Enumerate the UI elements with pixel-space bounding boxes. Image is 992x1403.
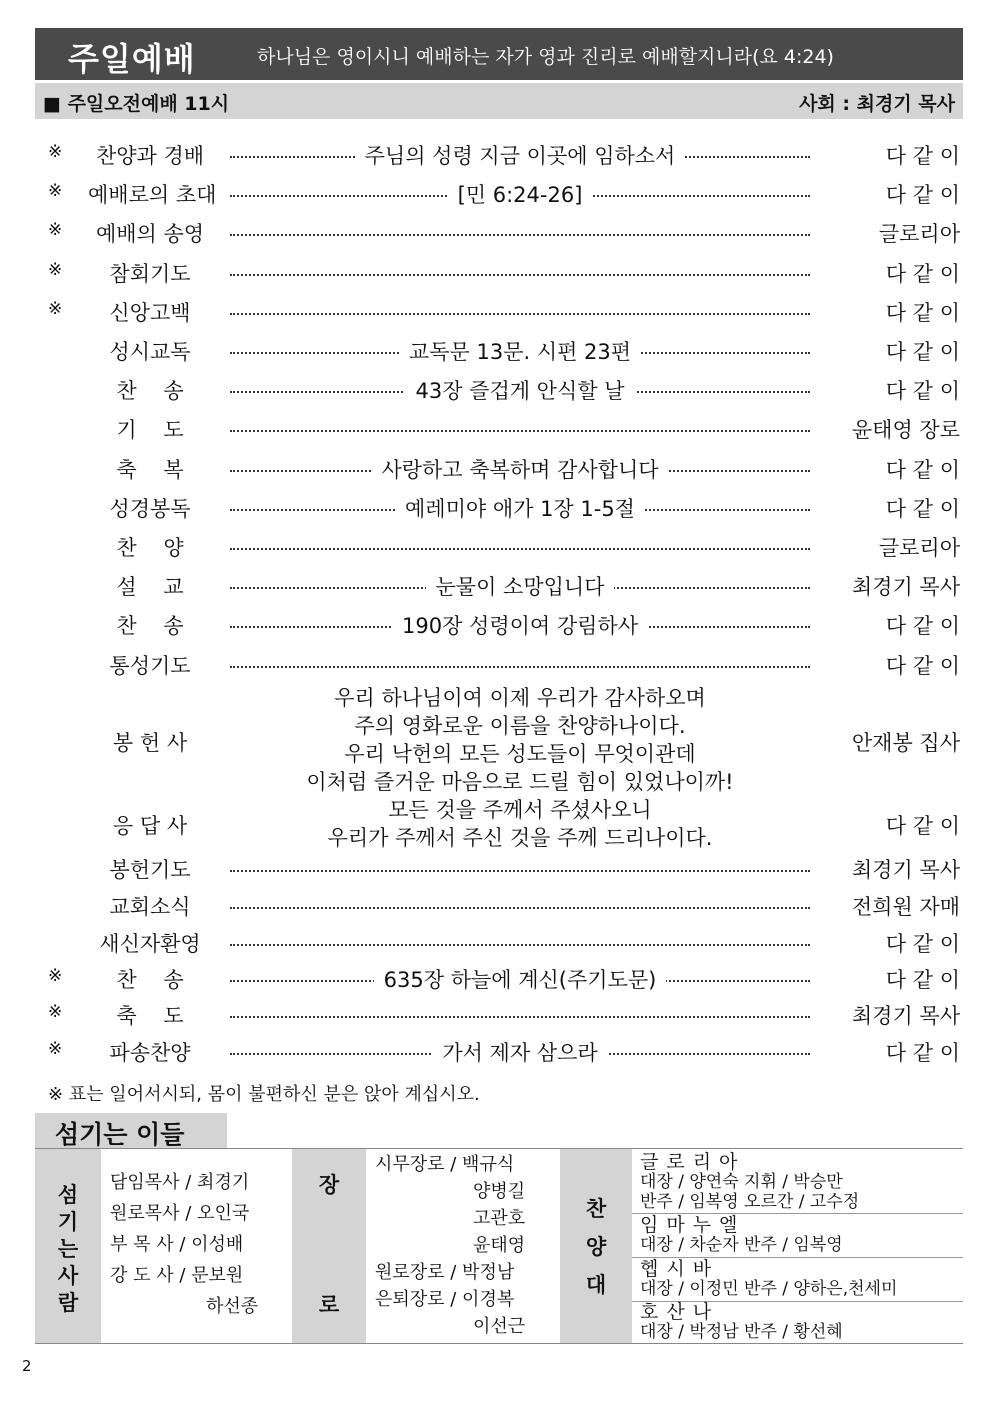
- title-bar: [35, 28, 963, 80]
- side-char: 기: [57, 1210, 79, 1234]
- order-item-leader: 전희원 자매: [851, 895, 960, 919]
- choir-char: 찬: [585, 1197, 607, 1221]
- order-item-leader: 다 같 이: [885, 300, 960, 325]
- order-item-content: 교독문 13문. 시편 23편: [399, 340, 641, 364]
- order-item-label: 성경봉독: [109, 496, 191, 521]
- side-char: 섬: [57, 1183, 79, 1207]
- order-item: [0, 414, 992, 444]
- order-item: [0, 336, 992, 366]
- dot-leader: [230, 928, 810, 958]
- order-item-label: 성시교독: [109, 340, 191, 364]
- elder-item: 윤태영: [473, 1235, 526, 1256]
- service-leader: 사회 : 최경기 목사: [799, 93, 955, 115]
- order-item-leader: 최경기 목사: [851, 858, 960, 882]
- order-item-content: 주님의 성령 지금 이곳에 임하소서: [355, 144, 686, 168]
- servers-heading: 섬기는 이들: [35, 1113, 227, 1149]
- response-label: 응 답 사: [112, 814, 188, 838]
- offering-line: 우리 하나님이여 이제 우리가 감사하오며: [334, 686, 706, 710]
- order-item: [0, 891, 992, 921]
- dot-leader: [230, 258, 810, 288]
- order-item: [0, 532, 992, 562]
- elder-item: 원로장로 / 박정남: [375, 1262, 515, 1283]
- elder-item: 이선근: [473, 1316, 526, 1337]
- order-item: [0, 1037, 992, 1067]
- choir-name: 글로리아: [640, 1151, 746, 1173]
- pastors-list: [110, 1167, 258, 1322]
- pastor-item: 하선종: [206, 1296, 259, 1317]
- standing-mark: ※: [48, 966, 63, 986]
- response-text: [230, 796, 810, 852]
- order-item-label: 파송찬양: [109, 1041, 191, 1065]
- service-name: ■ 주일오전예배 11시: [43, 93, 230, 115]
- order-item: [0, 297, 992, 327]
- order-item: [0, 1000, 992, 1030]
- offering-line: 이처럼 즐거운 마음으로 드릴 힘이 있었나이까!: [306, 770, 734, 794]
- order-item-label: 통성기도: [109, 653, 191, 678]
- offering-text: [230, 684, 810, 796]
- order-item: [0, 375, 992, 405]
- side-char: 사: [57, 1264, 79, 1288]
- choir-name: 임마누엘: [640, 1214, 746, 1236]
- order-item-leader: 다 같 이: [885, 340, 960, 364]
- choir-line: 대장 / 차순자 반주 / 임복영: [640, 1235, 843, 1255]
- order-item: [0, 493, 992, 523]
- order-item: [0, 454, 992, 484]
- elder-item: 은퇴장로 / 이경복: [375, 1289, 515, 1310]
- order-item-leader: 다 같 이: [885, 968, 960, 992]
- order-item-label: 찬 송: [116, 614, 184, 639]
- choir-line: 대장 / 이정민 반주 / 양하은,천세미: [640, 1279, 898, 1299]
- divider: [35, 1343, 963, 1344]
- order-item-label: 찬 송: [116, 379, 184, 404]
- order-item-label: 예배의 송영: [95, 222, 205, 247]
- standing-mark: ※: [48, 142, 63, 162]
- choir-char: 대: [585, 1273, 607, 1297]
- elder-item: 고관호: [473, 1208, 526, 1229]
- order-item-content-wrap: [230, 375, 810, 405]
- header-verse: 하나님은 영이시니 예배하는 자가 영과 진리로 예배할지니라(요 4:24): [257, 46, 834, 68]
- order-item-leader: 다 같 이: [885, 144, 960, 168]
- standing-mark: ※: [48, 298, 63, 319]
- choir-immanuel: [640, 1215, 843, 1255]
- pastor-item: 강 도 사 / 문보원: [110, 1265, 244, 1286]
- standing-mark: ※: [48, 1039, 63, 1059]
- order-item-leader: 다 같 이: [885, 653, 960, 678]
- order-item-content-wrap: [230, 140, 810, 170]
- choir-gloria: [640, 1152, 859, 1212]
- pastor-item: 담임목사 / 최경기: [110, 1172, 250, 1193]
- order-item-content: 사랑하고 축복하며 감사합니다: [371, 458, 668, 482]
- side-char: 는: [57, 1237, 79, 1261]
- order-item: [0, 218, 992, 248]
- order-item-content-wrap: [230, 336, 810, 366]
- dot-leader: [230, 297, 810, 327]
- servers-side-label: [35, 1182, 101, 1317]
- elders-label-bottom: 로: [318, 1293, 340, 1317]
- choir-label: [560, 1190, 632, 1304]
- order-item: [0, 258, 992, 288]
- dot-leader: [230, 218, 810, 248]
- order-item-leader: 다 같 이: [885, 1041, 960, 1065]
- order-item-leader: 최경기 목사: [851, 575, 960, 600]
- order-item-label: 축 복: [116, 457, 184, 482]
- order-item-label: 참회기도: [109, 261, 191, 286]
- order-item-content: 예레미야 애가 1장 1-5절: [395, 497, 645, 521]
- order-item-label: 기 도: [116, 418, 184, 443]
- offering-line: 우리 낙헌의 모든 성도들이 무엇이관데: [344, 742, 696, 766]
- order-item-content: 가서 제자 삼으라: [432, 1041, 607, 1065]
- choir-line: 반주 / 임복영 오르간 / 고수정: [640, 1192, 860, 1212]
- choir-hephzibah: [640, 1259, 897, 1299]
- dot-leader: [230, 532, 810, 562]
- choir-name: 호산나: [640, 1301, 720, 1323]
- order-item-label: 새신자환영: [99, 932, 201, 956]
- offering-line: 주의 영화로운 이름을 찬양하나이다.: [354, 714, 686, 738]
- order-item-leader: 글로리아: [878, 536, 960, 560]
- order-item-label: 축 도: [116, 1004, 184, 1028]
- order-item: [0, 964, 992, 994]
- order-item-leader: 다 같 이: [885, 496, 960, 521]
- order-item-leader: 다 같 이: [885, 183, 960, 208]
- order-item-content: 눈물이 소망입니다: [426, 575, 615, 599]
- elder-item: 시무장로 / 백규식: [375, 1154, 515, 1175]
- order-item: [0, 854, 992, 884]
- standing-note: ※ 표는 일어서시되, 몸이 불편하신 분은 앉아 계십시오.: [48, 1084, 480, 1105]
- order-item-content-wrap: [230, 454, 810, 484]
- response-line: 모든 것을 주께서 주셨사오니: [388, 798, 652, 822]
- order-item-label: 신앙고백: [109, 300, 191, 325]
- order-item-label: 찬양과 경배: [95, 144, 205, 168]
- standing-mark: ※: [48, 220, 63, 241]
- order-item-content-wrap: [230, 179, 810, 209]
- choir-char: 양: [585, 1235, 607, 1259]
- dot-leader: [230, 650, 810, 680]
- service-bar: [35, 83, 963, 119]
- page-title: 주일예배: [68, 40, 196, 78]
- dot-leader: [230, 854, 810, 884]
- order-item-leader: 윤태영 장로: [851, 418, 960, 443]
- order-item-content-wrap: [230, 1037, 810, 1067]
- divider: [35, 1148, 963, 1149]
- choir-line: 대장 / 양연숙 지휘 / 박승만: [640, 1172, 843, 1192]
- order-item-content: 190장 성령이여 강림하사: [392, 614, 648, 638]
- order-item-content-wrap: [230, 610, 810, 640]
- order-item-label: 찬 양: [116, 536, 184, 560]
- order-item: [0, 928, 992, 958]
- dot-leader: [230, 414, 810, 444]
- order-item-content: 43장 즐겁게 안식할 날: [405, 379, 634, 403]
- order-item: [0, 650, 992, 680]
- pastor-item: 부 목 사 / 이성배: [110, 1234, 244, 1255]
- choir-hosanna: [640, 1302, 843, 1342]
- order-item-leader: 최경기 목사: [851, 1004, 960, 1028]
- order-item-leader: 다 같 이: [885, 457, 960, 482]
- order-item: [0, 140, 992, 170]
- order-item-content-wrap: [230, 571, 810, 601]
- response-line: 우리가 주께서 주신 것을 주께 드리나이다.: [327, 826, 713, 850]
- order-item: [0, 179, 992, 209]
- order-item-leader: 글로리아: [878, 222, 960, 247]
- offering-label: 봉 헌 사: [112, 731, 188, 755]
- dot-leader: [230, 1000, 810, 1030]
- order-item-content-wrap: [230, 964, 810, 994]
- standing-mark: ※: [48, 1002, 63, 1022]
- standing-mark: ※: [48, 259, 63, 280]
- order-item-leader: 다 같 이: [885, 614, 960, 639]
- dot-leader: [230, 891, 810, 921]
- elders-label-top: 장: [318, 1173, 340, 1197]
- standing-mark: ※: [48, 181, 63, 202]
- order-item-label: 예배로의 초대: [88, 183, 217, 208]
- choir-line: 대장 / 박정남 반주 / 황선혜: [640, 1322, 843, 1342]
- order-item-label: 교회소식: [109, 895, 191, 919]
- order-item: [0, 571, 992, 601]
- order-item-label: 찬 송: [116, 968, 184, 992]
- order-item-content: [민 6:24-26]: [448, 183, 593, 207]
- order-item: [0, 610, 992, 640]
- offering-leader: 안재봉 집사: [851, 731, 960, 755]
- order-item-content-wrap: [230, 493, 810, 523]
- order-item-leader: 다 같 이: [885, 932, 960, 956]
- order-item-label: 봉헌기도: [109, 858, 191, 882]
- elder-item: 양병길: [473, 1181, 526, 1202]
- choir-name: 헵시바: [640, 1258, 720, 1280]
- order-item-content: 635장 하늘에 계신(주기도문): [374, 968, 667, 992]
- response-leader: 다 같 이: [885, 814, 960, 838]
- order-item-leader: 다 같 이: [885, 379, 960, 404]
- pastor-item: 원로목사 / 오인국: [110, 1203, 250, 1224]
- order-item-label: 설 교: [116, 575, 184, 600]
- page-number: 2: [22, 1357, 32, 1375]
- elders-list: [375, 1151, 525, 1340]
- side-char: 람: [57, 1291, 79, 1315]
- order-item-leader: 다 같 이: [885, 261, 960, 286]
